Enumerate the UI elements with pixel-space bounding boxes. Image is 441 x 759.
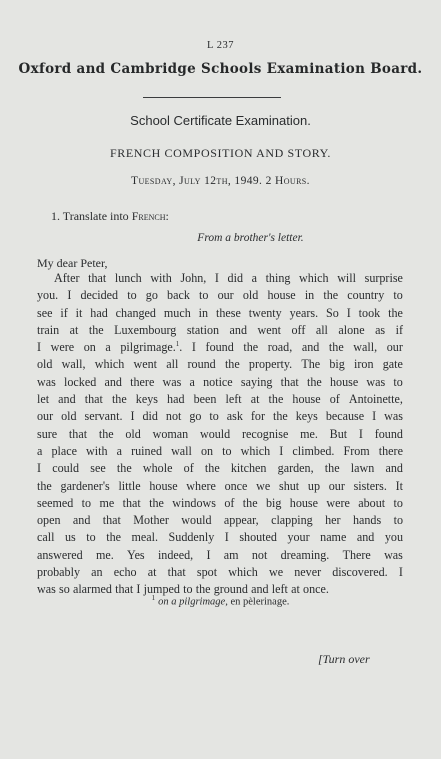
- passage-line: you. I decided to go back to our old house in the country to: [37, 288, 403, 303]
- footnote: [0, 594, 441, 608]
- footnote-french: en pèlerinage.: [230, 596, 290, 608]
- footnote-english: on a pilgrimage,: [158, 596, 228, 608]
- passage-source: From a brother's letter.: [197, 232, 304, 244]
- passage-line: After that lunch with John, I did a thing which will surprise: [54, 271, 403, 285]
- passage-line: let and that the keys had been left at the house of Antoinette,: [37, 392, 403, 407]
- passage-body: [37, 270, 403, 599]
- footnote-mark: 1: [151, 594, 156, 602]
- instruction-suffix: :: [165, 209, 169, 223]
- divider-rule: [143, 97, 281, 98]
- board-title: Oxford and Cambridge Schools Examination Board.: [18, 61, 423, 77]
- passage-line: probably an echo at that spot which we never discovered. I: [37, 565, 403, 580]
- instruction-text: Translate into: [62, 209, 129, 223]
- passage-line: the gardener's little house where once we shut up our sisters. It: [37, 478, 403, 493]
- passage-line: old wall, which went all round the property. The big iron gate: [37, 357, 403, 372]
- question-instruction: [51, 209, 169, 224]
- paper-reference: L 237: [207, 40, 234, 51]
- passage-line: sure that the old woman would recognise me. But I found: [37, 426, 403, 441]
- exam-title: School Certificate Examination.: [130, 113, 311, 128]
- passage-line: I could see the whole of the kitchen garden, the lawn and: [37, 461, 403, 476]
- turn-over-note: [Turn over: [318, 652, 370, 666]
- passage-line: call us to the meal. Suddenly I shouted your name and you: [37, 530, 403, 545]
- passage-line: our old servant. I did not go to ask for the keys because I was: [37, 409, 403, 424]
- question-number: 1.: [51, 209, 60, 223]
- passage-line: was so alarmed that I jumped to the ground and left at once.: [37, 582, 329, 597]
- passage-line: was locked and there was a notice saying that the house was to: [37, 374, 403, 389]
- passage-line: train at the Luxembourg station and went off all alone as if: [37, 322, 403, 337]
- passage-line: a place with a ruined wall on to which I climbed. From there: [37, 443, 403, 458]
- letter-salutation: My dear Peter,: [37, 256, 108, 270]
- subject-title: FRENCH COMPOSITION AND STORY.: [109, 146, 331, 160]
- passage-line: open and that Mother would appear, clapping her hands to: [37, 513, 403, 528]
- passage-line: I were on a pilgrimage.$^1$. I found the road, and the wall, our: [37, 340, 403, 355]
- passage-line: answered me. Yes indeed, I am not dreaming. There was: [37, 547, 403, 562]
- instruction-language: French: [131, 209, 166, 223]
- passage-line: seemed to me that the windows of the big house were about to: [37, 495, 403, 510]
- passage-line: see if it had changed much in these twenty years. So I took the: [37, 305, 403, 320]
- exam-date: Tuesday, July 12th, 1949. 2 Hours.: [131, 175, 310, 187]
